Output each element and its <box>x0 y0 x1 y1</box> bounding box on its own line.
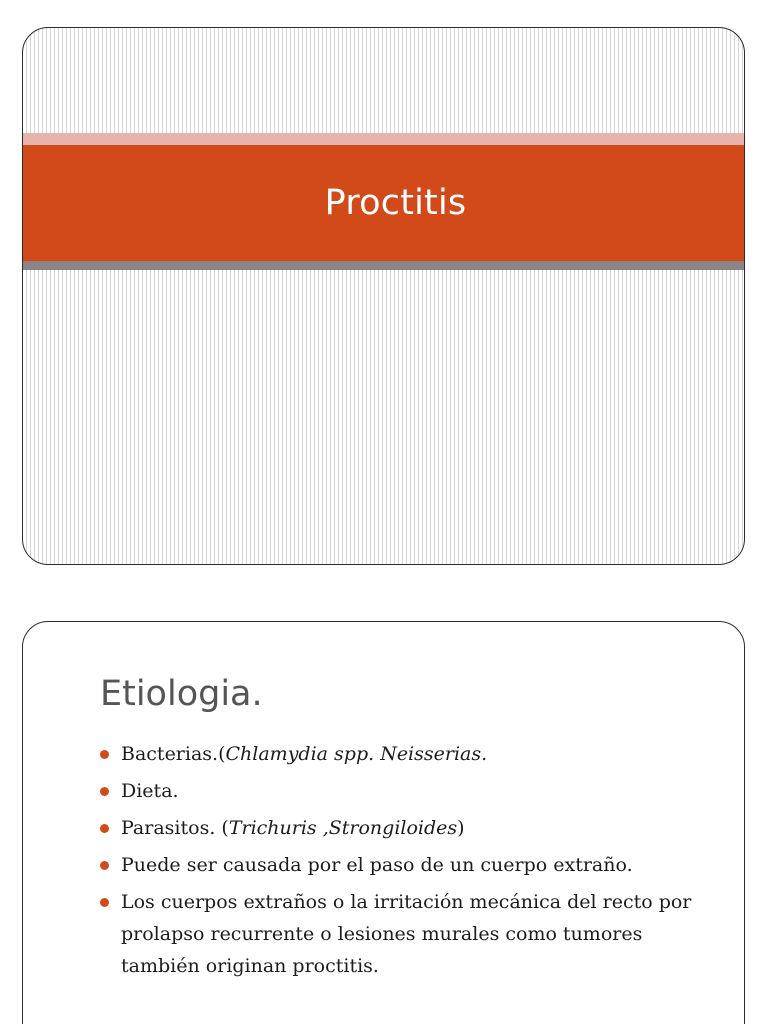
bullet-dot-icon <box>100 898 109 907</box>
list-item <box>100 738 720 770</box>
bullet-text: Puede ser causada por el paso de un cuerpo extraño. <box>121 854 633 876</box>
bullet-text-suffix: ) <box>457 817 465 839</box>
title-slide <box>22 27 745 565</box>
bullet-italic-text: Trichuris ,Strongiloides <box>228 817 458 839</box>
list-item <box>100 812 720 844</box>
bullet-text: Parasitos. ( <box>121 817 229 839</box>
title-band-top-stripe <box>23 133 744 145</box>
slide-heading: Etiologia. <box>100 674 263 714</box>
bullet-text: Bacterias.( <box>121 743 226 765</box>
bullet-dot-icon <box>100 787 109 796</box>
list-item <box>100 849 720 881</box>
bullet-dot-icon <box>100 824 109 833</box>
slide-title: Proctitis <box>324 183 467 223</box>
bullet-dot-icon <box>100 750 109 759</box>
bullet-text: Los cuerpos extraños o la irritación mecánica del recto por prolapso recurrente o lesiones murales como tumores también originan proctitis. <box>121 891 692 977</box>
list-item <box>100 775 720 807</box>
bullet-list <box>100 738 720 987</box>
bullet-text: Dieta. <box>121 780 179 802</box>
title-band <box>23 145 744 261</box>
list-item <box>100 886 720 982</box>
bullet-dot-icon <box>100 861 109 870</box>
bullet-italic-text: Chlamydia spp. Neisserias. <box>225 743 488 765</box>
title-band-bottom-stripe <box>23 261 744 270</box>
content-slide <box>22 621 745 1024</box>
